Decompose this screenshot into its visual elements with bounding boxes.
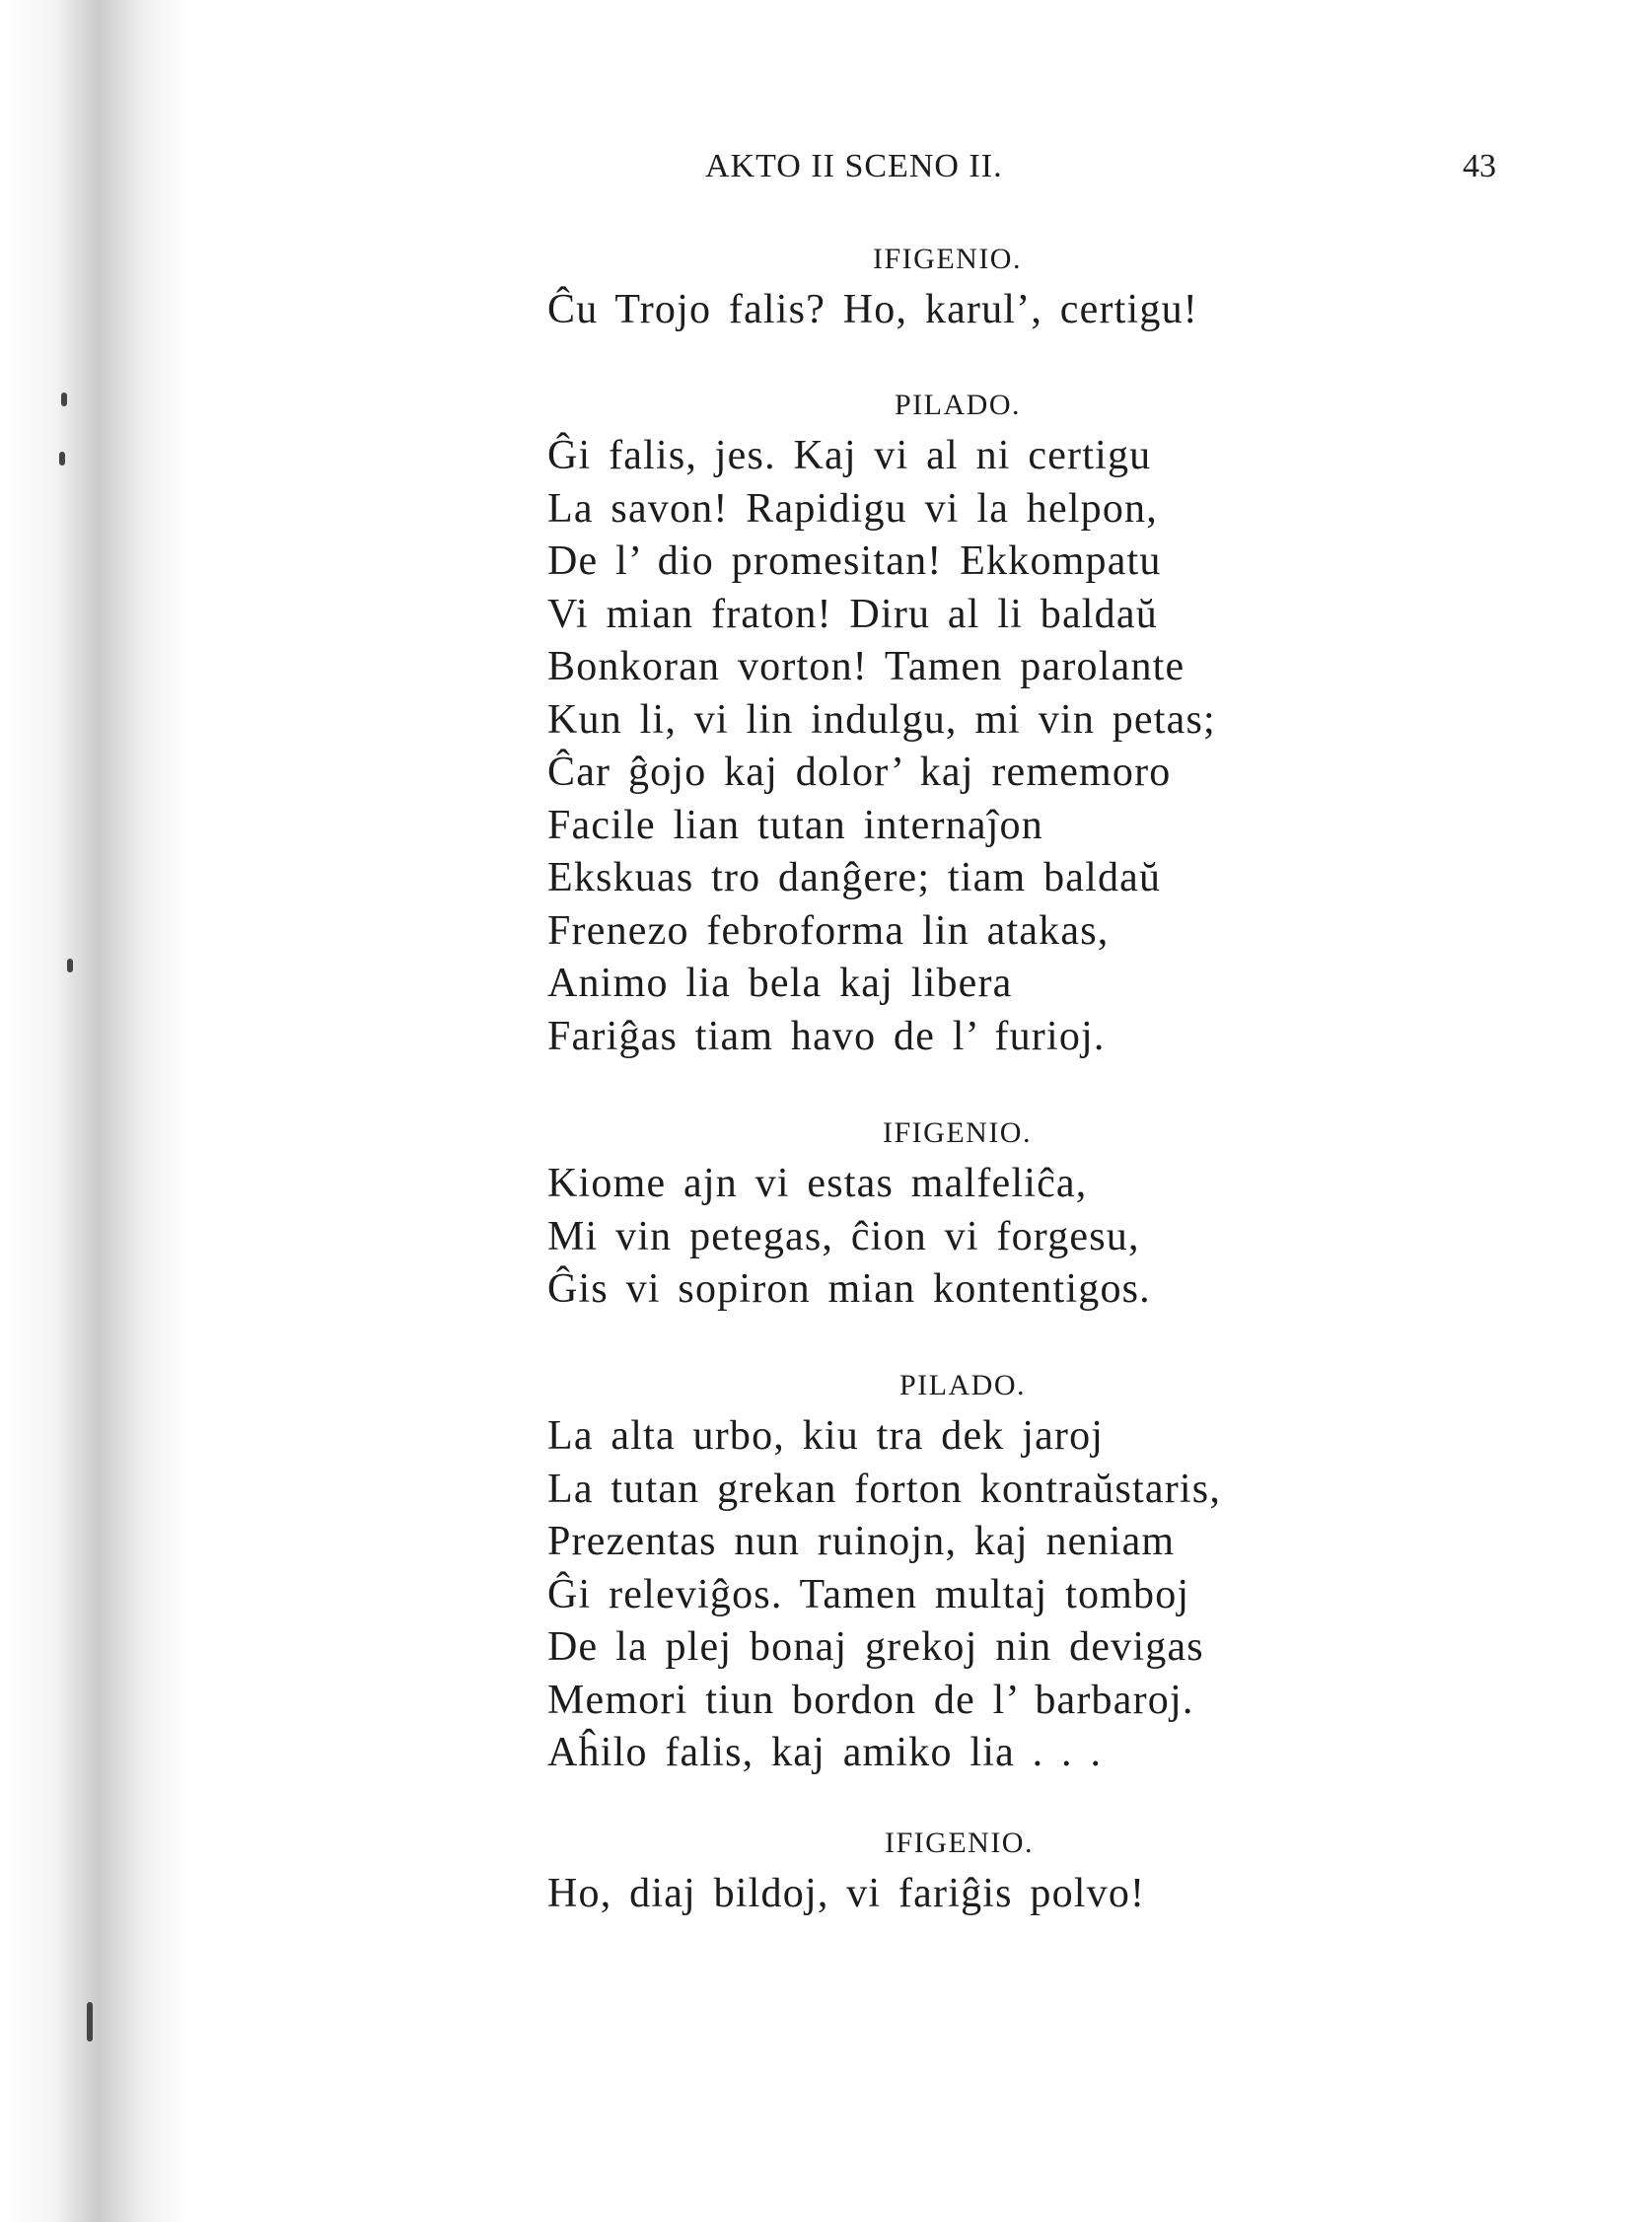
verse-line: Facile lian tutan internaĵon xyxy=(547,802,1043,848)
speech-ifigenio-1 xyxy=(547,235,1336,337)
verse-line: De l’ dio promesitan! Ekkompatu xyxy=(547,538,1162,584)
speaker-name: PILADO. xyxy=(895,389,1021,421)
running-head-title: AKTO II SCENO II. xyxy=(705,148,1003,184)
verse-line: La tutan grekan forton kontraŭstaris, xyxy=(547,1466,1222,1512)
verse-line: La alta urbo, kiu tra dek jaroj xyxy=(547,1413,1105,1459)
verse-line: Animo lia bela kaj libera xyxy=(547,961,1013,1006)
gutter-speck xyxy=(61,393,67,406)
verse-line: De la plej bonaj grekoj nin devigas xyxy=(547,1624,1204,1670)
speaker-name: IFIGENIO. xyxy=(873,243,1022,275)
verse-line: Ho, diaj bildoj, vi fariĝis polvo! xyxy=(547,1871,1146,1916)
speaker-name: IFIGENIO. xyxy=(885,1827,1034,1859)
verse-line: Aĥilo falis, kaj amiko lia . . . xyxy=(547,1730,1103,1775)
verse-line: Vi mian fraton! Diru al li baldaŭ xyxy=(547,591,1158,637)
speech-ifigenio-2 xyxy=(547,1109,1336,1317)
verse-line: Ĉar ĝojo kaj dolor’ kaj rememoro xyxy=(547,750,1172,795)
page-gutter-shadow xyxy=(0,0,187,2222)
verse-line: Ekskuas tro danĝere; tiam baldaŭ xyxy=(547,855,1162,900)
speaker-name: PILADO. xyxy=(899,1369,1026,1401)
verse-line: Ĝi releviĝos. Tamen multaj tomboj xyxy=(547,1571,1190,1617)
speaker-name: IFIGENIO. xyxy=(883,1116,1032,1149)
verse-line: Kun li, vi lin indulgu, mi vin petas; xyxy=(547,696,1216,743)
gutter-speck xyxy=(87,2002,93,2042)
speech-ifigenio-3 xyxy=(547,1819,1336,1921)
speech-pilado-1 xyxy=(547,381,1336,1063)
page-number: 43 xyxy=(1463,148,1496,184)
verse-line: Memori tiun bordon de l’ barbaroj. xyxy=(547,1677,1194,1723)
verse-line: Prezentas nun ruinojn, kaj neniam xyxy=(547,1519,1176,1564)
verse-line: La savon! Rapidigu vi la helpon, xyxy=(547,485,1158,532)
verse-line: Frenezo febroforma lin atakas, xyxy=(547,907,1110,954)
running-head xyxy=(0,148,1652,197)
gutter-speck xyxy=(59,452,65,466)
verse-line: Ĝis vi sopiron mian kontentigos. xyxy=(547,1266,1151,1312)
gutter-speck xyxy=(67,959,73,972)
verse-line: Mi vin petegas, ĉion vi forgesu, xyxy=(547,1213,1140,1259)
verse-line: Ĝi falis, jes. Kaj vi al ni certigu xyxy=(547,433,1152,478)
verse-line: Bonkoran vorton! Tamen parolante xyxy=(547,644,1185,689)
verse-line: Kiome ajn vi estas malfeliĉa, xyxy=(547,1161,1088,1206)
verse-line: Fariĝas tiam havo de l’ furioj. xyxy=(547,1013,1106,1059)
verse-line: Ĉu Trojo falis? Ho, karul’, certigu! xyxy=(547,287,1198,332)
speech-pilado-2 xyxy=(547,1361,1336,1780)
